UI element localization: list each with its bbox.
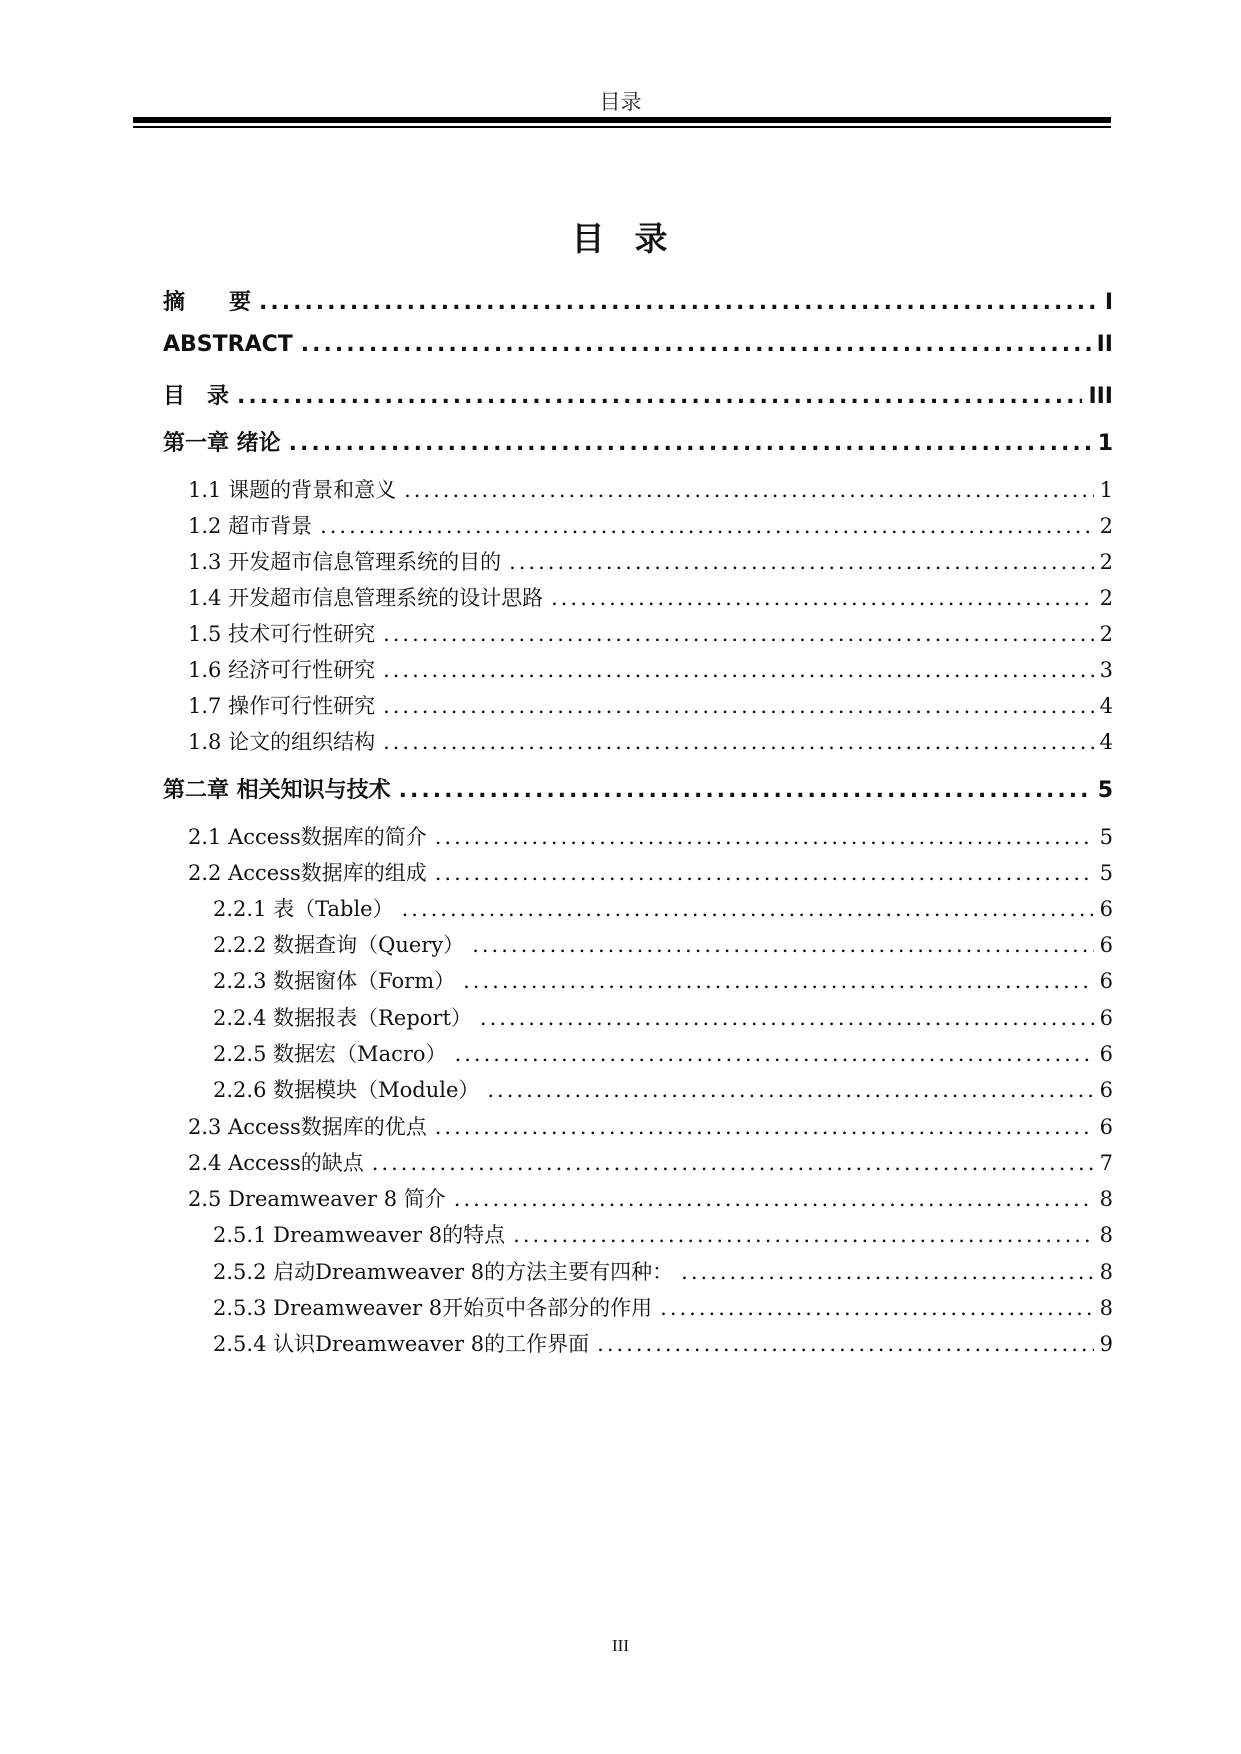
toc-entry[interactable] bbox=[163, 1111, 1113, 1141]
toc-entry-label: 1.1 课题的背景和意义 bbox=[188, 478, 397, 502]
toc-entry-page: 8 bbox=[1099, 1296, 1113, 1320]
toc-entry[interactable] bbox=[163, 285, 1113, 315]
toc-dot-leader bbox=[487, 1078, 1093, 1102]
header-rule-thick bbox=[133, 117, 1111, 123]
toc-entry-label: 摘 要 bbox=[163, 290, 252, 315]
toc-dot-leader bbox=[320, 514, 1094, 538]
toc-entry-page: 4 bbox=[1099, 694, 1113, 718]
toc-entry-page: 3 bbox=[1099, 658, 1113, 682]
toc-dot-leader bbox=[399, 778, 1092, 803]
toc-entry[interactable] bbox=[163, 1183, 1113, 1213]
toc-entry-label: 2.2.5 数据宏（Macro） bbox=[213, 1042, 447, 1066]
toc-entry-label: 1.3 开发超市信息管理系统的目的 bbox=[188, 550, 502, 574]
toc-dot-leader bbox=[509, 550, 1094, 574]
toc-entry-label: 2.5.1 Dreamweaver 8的特点 bbox=[213, 1223, 506, 1247]
toc-entry-label: 1.8 论文的组织结构 bbox=[188, 730, 376, 754]
toc-dot-leader bbox=[660, 1296, 1093, 1320]
toc-entry-page: 8 bbox=[1099, 1260, 1113, 1284]
toc-entry-label: 第二章 相关知识与技术 bbox=[163, 778, 391, 803]
toc-entry-page: 9 bbox=[1099, 1332, 1113, 1356]
toc-dot-leader bbox=[383, 658, 1094, 682]
toc-entry-page: III bbox=[1088, 384, 1113, 409]
header-rule-thin bbox=[133, 126, 1111, 128]
toc-entry-label: 1.7 操作可行性研究 bbox=[188, 694, 376, 718]
toc-dot-leader bbox=[383, 694, 1094, 718]
toc-dot-leader bbox=[372, 1151, 1094, 1175]
toc-entry-page: 6 bbox=[1099, 1078, 1113, 1102]
page-title-char-2: 录 bbox=[634, 219, 670, 258]
toc-dot-leader bbox=[513, 1223, 1093, 1247]
toc-dot-leader bbox=[301, 332, 1091, 357]
toc-entry[interactable] bbox=[163, 654, 1113, 684]
toc-entry[interactable] bbox=[163, 965, 1113, 995]
toc-entry-label: 2.5 Dreamweaver 8 简介 bbox=[188, 1187, 446, 1211]
toc-dot-leader bbox=[435, 825, 1094, 849]
toc-entry[interactable] bbox=[163, 1256, 1113, 1286]
toc-entry-label: 2.2.4 数据报表（Report） bbox=[213, 1006, 472, 1030]
toc-entry[interactable] bbox=[163, 510, 1113, 540]
toc-entry[interactable] bbox=[163, 821, 1113, 851]
toc-entry-page: 8 bbox=[1099, 1223, 1113, 1247]
toc-entry-label: 1.4 开发超市信息管理系统的设计思路 bbox=[188, 586, 544, 610]
toc-entry-page: 5 bbox=[1097, 778, 1113, 803]
toc-dot-leader bbox=[681, 1260, 1093, 1284]
toc-dot-leader bbox=[237, 384, 1082, 409]
toc-entry[interactable] bbox=[163, 379, 1113, 409]
toc-dot-leader bbox=[472, 933, 1093, 957]
toc-entry-page: I bbox=[1104, 290, 1113, 315]
toc-entry[interactable] bbox=[163, 726, 1113, 756]
toc-entry-label: ABSTRACT bbox=[163, 332, 293, 357]
toc-entry[interactable] bbox=[163, 1219, 1113, 1249]
toc-entry-page: 6 bbox=[1099, 1042, 1113, 1066]
toc-entry[interactable] bbox=[163, 332, 1113, 362]
toc-entry[interactable] bbox=[163, 618, 1113, 648]
toc-entry-label: 目 录 bbox=[163, 384, 230, 409]
toc-entry-label: 第一章 绪论 bbox=[163, 431, 281, 456]
toc-entry-label: 2.2.3 数据窗体（Form） bbox=[213, 969, 456, 993]
toc-entry[interactable] bbox=[163, 1292, 1113, 1322]
toc-entry-label: 2.5.4 认识Dreamweaver 8的工作界面 bbox=[213, 1332, 590, 1356]
toc-dot-leader bbox=[435, 861, 1094, 885]
toc-entry-label: 2.2.2 数据查询（Query） bbox=[213, 933, 465, 957]
toc-entry-page: 5 bbox=[1099, 825, 1113, 849]
toc-entry[interactable] bbox=[163, 857, 1113, 887]
toc-entry-page: 2 bbox=[1099, 550, 1113, 574]
toc-entry-label: 1.2 超市背景 bbox=[188, 514, 313, 538]
toc-dot-leader bbox=[383, 622, 1094, 646]
page-title bbox=[0, 213, 1241, 260]
toc-entry-label: 2.2.1 表（Table） bbox=[213, 897, 394, 921]
toc-entry[interactable] bbox=[163, 929, 1113, 959]
toc-entry[interactable] bbox=[163, 426, 1113, 456]
toc-entry[interactable] bbox=[163, 546, 1113, 576]
toc-dot-leader bbox=[404, 478, 1094, 502]
toc-dot-leader bbox=[259, 290, 1099, 315]
page-number: III bbox=[612, 1636, 629, 1655]
toc-entry-label: 2.4 Access的缺点 bbox=[188, 1151, 364, 1175]
toc-entry[interactable] bbox=[163, 1038, 1113, 1068]
toc-dot-leader bbox=[454, 1187, 1094, 1211]
toc-entry-page: 2 bbox=[1099, 514, 1113, 538]
toc-dot-leader bbox=[383, 730, 1094, 754]
toc-dot-leader bbox=[463, 969, 1094, 993]
toc-entry-page: 6 bbox=[1099, 933, 1113, 957]
toc-entry-page: 6 bbox=[1099, 1006, 1113, 1030]
toc-entry-page: 7 bbox=[1099, 1151, 1113, 1175]
toc-entry-page: 6 bbox=[1099, 1115, 1113, 1139]
toc-entry[interactable] bbox=[163, 1074, 1113, 1104]
toc-dot-leader bbox=[480, 1006, 1094, 1030]
toc-entry-label: 2.1 Access数据库的简介 bbox=[188, 825, 427, 849]
toc-dot-leader bbox=[551, 586, 1094, 610]
toc-entry-page: 2 bbox=[1099, 586, 1113, 610]
toc-entry-label: 2.2.6 数据模块（Module） bbox=[213, 1078, 480, 1102]
toc-entry-page: 6 bbox=[1099, 897, 1113, 921]
toc-entry-page: 8 bbox=[1099, 1187, 1113, 1211]
page-title-char-1: 目 bbox=[571, 219, 607, 258]
toc-entry[interactable] bbox=[163, 773, 1113, 803]
toc-entry[interactable] bbox=[163, 893, 1113, 923]
toc-entry[interactable] bbox=[163, 1002, 1113, 1032]
toc-entry-page: 5 bbox=[1099, 861, 1113, 885]
toc-entry-label: 2.3 Access数据库的优点 bbox=[188, 1115, 427, 1139]
toc-dot-leader bbox=[402, 897, 1094, 921]
toc-dot-leader bbox=[597, 1332, 1093, 1356]
toc-entry-page: II bbox=[1096, 332, 1113, 357]
running-header: 目录 bbox=[599, 90, 642, 114]
toc-dot-leader bbox=[435, 1115, 1094, 1139]
toc-entry-label: 1.6 经济可行性研究 bbox=[188, 658, 376, 682]
toc-entry-label: 2.2 Access数据库的组成 bbox=[188, 861, 427, 885]
toc-entry[interactable] bbox=[163, 474, 1113, 504]
toc-entry[interactable] bbox=[163, 690, 1113, 720]
toc-dot-leader bbox=[289, 431, 1092, 456]
toc-entry-page: 2 bbox=[1099, 622, 1113, 646]
toc-entry-page: 4 bbox=[1099, 730, 1113, 754]
toc-entry-page: 1 bbox=[1099, 478, 1113, 502]
toc-entry[interactable] bbox=[163, 1147, 1113, 1177]
toc-entry-page: 1 bbox=[1097, 431, 1113, 456]
toc-entry-label: 2.5.3 Dreamweaver 8开始页中各部分的作用 bbox=[213, 1296, 653, 1320]
toc-entry[interactable] bbox=[163, 1328, 1113, 1358]
toc-entry-label: 1.5 技术可行性研究 bbox=[188, 622, 376, 646]
toc-entry[interactable] bbox=[163, 582, 1113, 612]
toc-dot-leader bbox=[455, 1042, 1094, 1066]
toc-entry-label: 2.5.2 启动Dreamweaver 8的方法主要有四种： bbox=[213, 1260, 674, 1284]
toc-entry-page: 6 bbox=[1099, 969, 1113, 993]
